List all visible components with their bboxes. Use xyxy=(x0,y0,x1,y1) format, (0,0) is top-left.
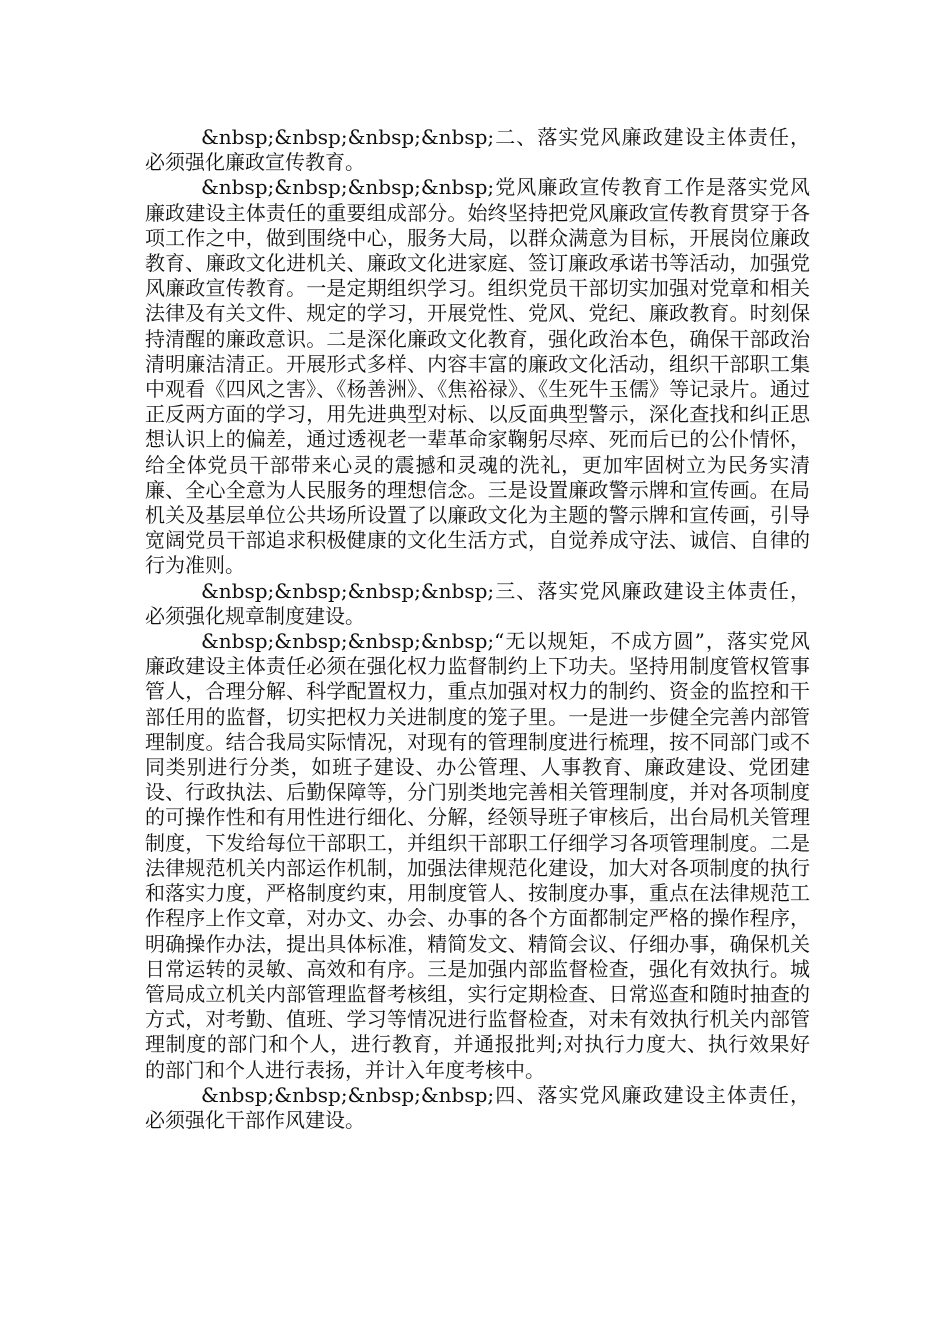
section-heading-4: &nbsp;&nbsp;&nbsp;&nbsp;四、落实党风廉政建设主体责任，必须强化干部作风建设。 xyxy=(145,1082,810,1132)
section-heading-3: &nbsp;&nbsp;&nbsp;&nbsp;三、落实党风廉政建设主体责任，必须强化规章制度建设。 xyxy=(145,578,810,628)
section-heading-2: &nbsp;&nbsp;&nbsp;&nbsp;二、落实党风廉政建设主体责任，必须强化廉政宣传教育。 xyxy=(145,125,810,175)
section-paragraph-3: &nbsp;&nbsp;&nbsp;&nbsp;“无以规矩，不成方圆”，落实党风廉政建设主体责任必须在强化权力监督制约上下功夫。坚持用制度管权管事管人，合理分解、科学配置权力，重点加强对权力的制约、资金的监控和干部任用的监督，切实把权力关进制度的笼子里。一是进一步健全完善内部管理制度。结合我局实际情况，对现有的管理制度进行梳理，按不同部门或不同类别进行分类，如班子建设、办公管理、人事教育、廉政建设、党团建设、行政执法、后勤保障等，分门别类地完善相关管理制度，并对各项制度的可操作性和有用性进行细化、分解，经领导班子审核后，出台局机关管理制度，下发给每位干部职工，并组织干部职工仔细学习各项管理制度。二是法律规范机关内部运作机制，加强法律规范化建设，加大对各项制度的执行和落实力度，严格制度约束，用制度管人、按制度办事，重点在法律规范工作程序上作文章，对办文、办会、办事的各个方面都制定严格的操作程序，明确操作办法，提出具体标准，精简发文、精简会议、仔细办事，确保机关日常运转的灵敏、高效和有序。三是加强内部监督检查，强化有效执行。城管局成立机关内部管理监督考核组，实行定期检查、日常巡查和随时抽查的方式，对考勤、值班、学习等情况进行监督检查，对未有效执行机关内部管理制度的部门和个人，进行教育，并通报批判;对执行力度大、执行效果好的部门和个人进行表扬，并计入年度考核中。 xyxy=(145,629,810,1082)
document-body xyxy=(145,125,810,1133)
section-paragraph-2: &nbsp;&nbsp;&nbsp;&nbsp;党风廉政宣传教育工作是落实党风廉政建设主体责任的重要组成部分。始终坚持把党风廉政宣传教育贯穿于各项工作之中，做到围绕中心，服务大局，以群众满意为目标，开展岗位廉政教育、廉政文化进机关、廉政文化进家庭、签订廉政承诺书等活动，加强党风廉政宣传教育。一是定期组织学习。组织党员干部切实加强对党章和相关法律及有关文件、规定的学习，开展党性、党风、党纪、廉政教育。时刻保持清醒的廉政意识。二是深化廉政文化教育，强化政治本色，确保干部政治清明廉洁清正。开展形式多样、内容丰富的廉政文化活动，组织干部职工集中观看《四风之害》、《杨善洲》、《焦裕禄》、《生死牛玉儒》等记录片。通过正反两方面的学习，用先进典型对标、以反面典型警示，深化查找和纠正思想认识上的偏差，通过透视老一辈革命家鞠躬尽瘁、死而后已的公仆情怀，给全体党员干部带来心灵的震撼和灵魂的洗礼，更加牢固树立为民务实清廉、全心全意为人民服务的理想信念。三是设置廉政警示牌和宣传画。在局机关及基层单位公共场所设置了以廉政文化为主题的警示牌和宣传画，引导宽阔党员干部追求积极健康的文化生活方式，自觉养成守法、诚信、自律的行为准则。 xyxy=(145,175,810,578)
